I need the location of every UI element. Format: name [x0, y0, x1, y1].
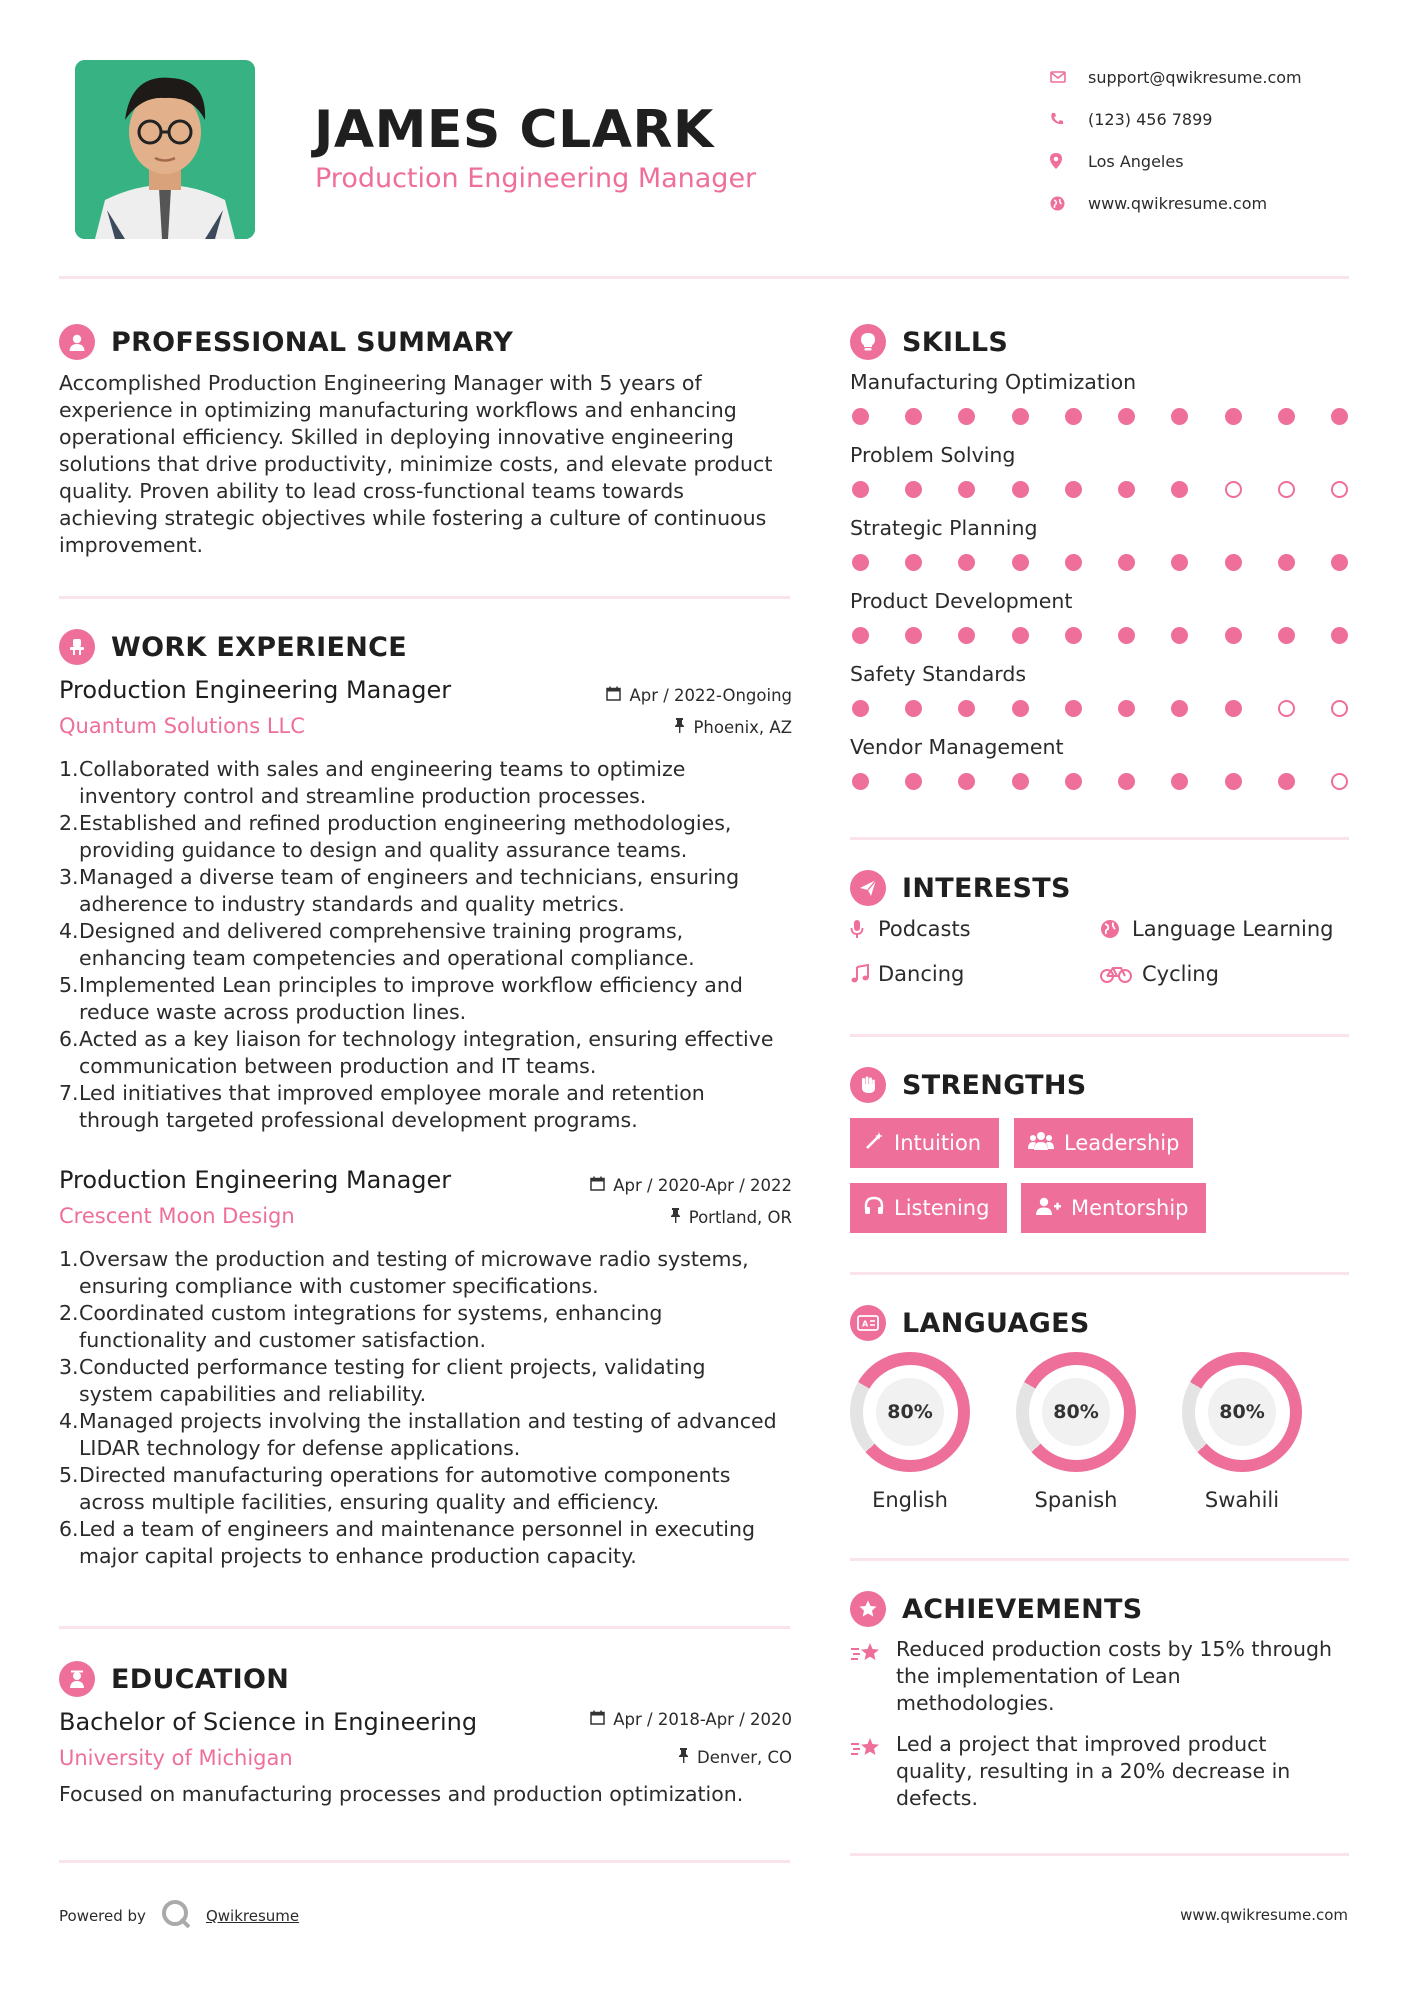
list-item: 4. Designed and delivered comprehensive training programs, enhancing team competencies and operational compliance.	[59, 919, 695, 970]
job-location	[670, 1208, 792, 1227]
rating-dot-filled	[852, 554, 869, 571]
headphones-icon	[864, 1196, 884, 1221]
summary-divider	[59, 596, 790, 599]
achievements-heading	[850, 1591, 1143, 1627]
education-location	[678, 1748, 792, 1767]
rating-dot-filled	[852, 627, 869, 644]
contact-email[interactable]	[1050, 56, 1302, 98]
job-company: Crescent Moon Design	[59, 1204, 295, 1228]
rating-dot-filled	[1012, 408, 1029, 425]
contact-phone-text: (123) 456 7899	[1088, 109, 1213, 129]
job-dates-text: Apr / 2020-Apr / 2022	[613, 1176, 792, 1195]
strengths-heading-text: STRENGTHS	[902, 1069, 1087, 1101]
candidate-title: Production Engineering Manager	[315, 163, 757, 194]
strength-chip-mentorship	[1021, 1183, 1206, 1233]
education-degree: Bachelor of Science in Engineering	[59, 1708, 478, 1736]
strength-label: Intuition	[894, 1131, 982, 1155]
rating-dot-filled	[1225, 627, 1242, 644]
interests-heading-text: INTERESTS	[902, 872, 1071, 904]
candidate-name: JAMES CLARK	[314, 100, 714, 160]
rating-dot-filled	[1278, 627, 1295, 644]
language-card-icon	[850, 1305, 886, 1341]
rating-dot-empty	[1331, 773, 1348, 790]
strengths-divider	[850, 1272, 1349, 1275]
contact-website[interactable]	[1050, 182, 1302, 224]
language-item	[1014, 1352, 1138, 1512]
list-item: 5. Implemented Lean principles to improve workflow efficiency and reduce waste across production lines.	[59, 973, 743, 1024]
skill-rating	[852, 554, 1348, 571]
rating-dot-filled	[1225, 408, 1242, 425]
interest-item	[850, 962, 964, 986]
rating-dot-filled	[905, 554, 922, 571]
shooting-star-icon	[850, 1636, 896, 1717]
interest-label: Dancing	[878, 962, 965, 986]
language-name: Swahili	[1204, 1488, 1280, 1512]
list-item: 6. Acted as a key liaison for technology integration, ensuring effective communication between production and IT teams.	[59, 1027, 774, 1078]
rating-dot-filled	[1225, 554, 1242, 571]
interest-label: Podcasts	[878, 917, 971, 941]
skill-rating	[852, 408, 1348, 425]
shooting-star-icon	[850, 1731, 896, 1812]
rating-dot-filled	[852, 408, 869, 425]
rating-dot-filled	[1012, 481, 1029, 498]
calendar-icon	[590, 1176, 605, 1195]
rating-dot-filled	[1012, 773, 1029, 790]
job-location-text: Portland, OR	[688, 1208, 792, 1227]
job-location	[674, 718, 792, 737]
skills-heading	[850, 324, 1008, 360]
user-plus-icon	[1035, 1196, 1061, 1221]
rating-dot-filled	[1065, 408, 1082, 425]
rating-dot-empty	[1278, 700, 1295, 717]
language-item	[1180, 1352, 1304, 1512]
user-icon	[59, 324, 95, 360]
rating-dot-filled	[1012, 700, 1029, 717]
rating-dot-filled	[852, 773, 869, 790]
skill-rating	[852, 773, 1348, 790]
rating-dot-filled	[1065, 700, 1082, 717]
envelope-icon	[1050, 71, 1088, 83]
summary-heading-text: PROFESSIONAL SUMMARY	[111, 326, 514, 358]
achievements-heading-text: ACHIEVEMENTS	[902, 1593, 1143, 1625]
strength-chip-intuition	[850, 1118, 999, 1168]
rating-dot-filled	[1278, 773, 1295, 790]
list-item: 2. Coordinated custom integrations for systems, enhancing functionality and customer satisfaction.	[59, 1301, 663, 1352]
interests-divider	[850, 1034, 1349, 1037]
calendar-icon	[590, 1710, 605, 1729]
pushpin-icon	[670, 1208, 681, 1227]
rating-dot-empty	[1225, 481, 1242, 498]
education-dates-text: Apr / 2018-Apr / 2020	[613, 1710, 792, 1729]
summary-line: quality. Proven ability to lead cross-functional teams towards	[59, 479, 684, 503]
rating-dot-filled	[958, 408, 975, 425]
interest-label: Cycling	[1142, 962, 1219, 986]
rating-dot-filled	[1278, 408, 1295, 425]
graduate-icon	[59, 1661, 95, 1697]
profile-photo	[75, 60, 255, 239]
job-dates-text: Apr / 2022-Ongoing	[629, 686, 792, 705]
language-progress-ring	[1016, 1352, 1136, 1472]
rating-dot-filled	[1171, 554, 1188, 571]
list-item: 4. Managed projects involving the installation and testing of advanced LIDAR technology for defense applications.	[59, 1409, 777, 1460]
summary-line: solutions that drive productivity, minimize costs, and elevate product	[59, 452, 773, 476]
achievement-item	[850, 1636, 1350, 1717]
skill-name: Safety Standards	[850, 662, 1027, 686]
globe-icon	[1100, 919, 1128, 939]
music-note-icon	[850, 964, 878, 984]
rating-dot-filled	[905, 408, 922, 425]
interest-item	[1100, 917, 1333, 941]
globe-icon	[1050, 196, 1088, 211]
rating-dot-filled	[1065, 554, 1082, 571]
rating-dot-filled	[1118, 700, 1135, 717]
rating-dot-filled	[958, 700, 975, 717]
language-percent: 80%	[1208, 1378, 1276, 1446]
job-bullets	[59, 1246, 804, 1570]
summary-heading	[59, 324, 513, 360]
language-percent: 80%	[876, 1378, 944, 1446]
contact-block	[1050, 56, 1302, 224]
skill-name: Vendor Management	[850, 735, 1064, 759]
language-progress-ring	[1182, 1352, 1302, 1472]
summary-line: operational efficiency. Skilled in deploying innovative engineering	[59, 425, 734, 449]
experience-heading-text: WORK EXPERIENCE	[111, 631, 407, 663]
languages-heading-text: LANGUAGES	[902, 1307, 1090, 1339]
skill-name: Problem Solving	[850, 443, 1016, 467]
strength-label: Mentorship	[1071, 1196, 1189, 1220]
rating-dot-filled	[1331, 408, 1348, 425]
header-divider	[59, 276, 1349, 279]
contact-location-text: Los Angeles	[1088, 151, 1184, 171]
job-dates	[590, 1176, 792, 1195]
map-pin-icon	[1050, 153, 1088, 169]
achievements-divider	[850, 1853, 1349, 1856]
list-item: 7. Led initiatives that improved employee morale and retention through targeted professional development programs.	[59, 1081, 705, 1132]
lightbulb-icon	[850, 324, 886, 360]
education-heading-text: EDUCATION	[111, 1663, 290, 1695]
achievement-text: Led a project that improved product quality, resulting in a 20% decrease in defects.	[896, 1732, 1291, 1810]
rating-dot-filled	[1012, 627, 1029, 644]
footer-website-link[interactable]: www.qwikresume.com	[1180, 1906, 1348, 1924]
job-title: Production Engineering Manager	[59, 676, 452, 704]
list-item: 6. Led a team of engineers and maintenance personnel in executing major capital projects to enhance production capacity.	[59, 1517, 755, 1568]
summary-line: experience in optimizing manufacturing workflows and enhancing	[59, 398, 737, 422]
strength-chip-leadership	[1014, 1118, 1193, 1168]
interest-item	[850, 917, 971, 941]
rating-dot-filled	[1065, 481, 1082, 498]
rating-dot-filled	[958, 773, 975, 790]
contact-website-text: www.qwikresume.com	[1088, 193, 1268, 213]
phone-icon	[1050, 112, 1088, 126]
summary-line: achieving strategic objectives while fostering a culture of continuous	[59, 506, 767, 530]
rating-dot-filled	[1118, 408, 1135, 425]
language-name: English	[872, 1488, 948, 1512]
star-badge-icon	[850, 1591, 886, 1627]
job-company: Quantum Solutions LLC	[59, 714, 305, 738]
rating-dot-empty	[1278, 481, 1295, 498]
contact-location	[1050, 140, 1302, 182]
rating-dot-filled	[1278, 554, 1295, 571]
rating-dot-filled	[1171, 773, 1188, 790]
rating-dot-filled	[1118, 627, 1135, 644]
interests-heading	[850, 870, 1071, 906]
interest-label: Language Learning	[1132, 917, 1334, 941]
achievement-text: Reduced production costs by 15% through the implementation of Lean methodologies.	[896, 1637, 1332, 1715]
job-dates	[606, 686, 792, 705]
bicycle-icon	[1100, 965, 1142, 983]
powered-by-text: Powered by	[59, 1907, 146, 1925]
summary-line: improvement.	[59, 533, 204, 557]
experience-divider	[59, 1626, 790, 1629]
rating-dot-filled	[1331, 627, 1348, 644]
rating-dot-filled	[958, 627, 975, 644]
education-location-text: Denver, CO	[696, 1748, 792, 1767]
summary-text	[59, 370, 799, 559]
list-item: 3. Managed a diverse team of engineers and technicians, ensuring adherence to industry standards and quality metrics.	[59, 865, 740, 916]
svg-text:A: A	[862, 1319, 869, 1329]
rating-dot-filled	[852, 700, 869, 717]
summary-line: Accomplished Production Engineering Manager with 5 years of	[59, 371, 702, 395]
list-item: 5. Directed manufacturing operations for automotive components across multiple facilities, ensuring quality and efficiency.	[59, 1463, 731, 1514]
contact-email-text: support@qwikresume.com	[1088, 67, 1302, 87]
achievement-item	[850, 1731, 1350, 1812]
rating-dot-empty	[1331, 481, 1348, 498]
pushpin-icon	[674, 718, 685, 737]
list-item: 1. Oversaw the production and testing of microwave radio systems, ensuring compliance with customer specifications.	[59, 1247, 749, 1298]
education-heading	[59, 1661, 289, 1697]
interest-item	[1100, 962, 1219, 986]
qwikresume-logo-icon	[160, 1898, 192, 1934]
rating-dot-filled	[1065, 627, 1082, 644]
skills-divider	[850, 837, 1349, 840]
education-school: University of Michigan	[59, 1746, 293, 1770]
job-title: Production Engineering Manager	[59, 1166, 452, 1194]
strength-label: Listening	[894, 1196, 990, 1220]
profile-photo-illustration	[75, 60, 255, 239]
strength-label: Leadership	[1064, 1131, 1180, 1155]
calendar-icon	[606, 686, 621, 705]
rating-dot-filled	[958, 554, 975, 571]
rating-dot-filled	[1118, 481, 1135, 498]
language-progress-ring	[850, 1352, 970, 1472]
rating-dot-filled	[905, 627, 922, 644]
strengths-heading	[850, 1067, 1087, 1103]
education-description: Focused on manufacturing processes and production optimization.	[59, 1782, 744, 1806]
qwikresume-link[interactable]: Qwikresume	[205, 1907, 300, 1925]
languages-heading	[850, 1305, 1090, 1341]
education-dates	[590, 1710, 792, 1729]
skill-name: Product Development	[850, 589, 1073, 613]
rating-dot-filled	[1171, 627, 1188, 644]
job-bullets	[59, 756, 804, 1134]
contact-phone[interactable]	[1050, 98, 1302, 140]
skills-heading-text: SKILLS	[902, 326, 1009, 358]
list-item: 1. Collaborated with sales and engineering teams to optimize inventory control and streamline production processes.	[59, 757, 686, 808]
skill-rating	[852, 481, 1348, 498]
language-percent: 80%	[1042, 1378, 1110, 1446]
language-name: Spanish	[1034, 1488, 1118, 1512]
rating-dot-filled	[958, 481, 975, 498]
skill-name: Manufacturing Optimization	[850, 370, 1137, 394]
rating-dot-filled	[1065, 773, 1082, 790]
language-item	[848, 1352, 972, 1512]
rating-dot-filled	[1171, 700, 1188, 717]
rating-dot-filled	[1331, 554, 1348, 571]
rating-dot-filled	[905, 700, 922, 717]
rating-dot-filled	[1118, 554, 1135, 571]
raised-fist-icon	[850, 1067, 886, 1103]
rating-dot-filled	[1012, 554, 1029, 571]
microphone-icon	[850, 919, 878, 939]
paper-plane-icon	[850, 870, 886, 906]
rating-dot-empty	[1331, 700, 1348, 717]
rating-dot-filled	[1171, 481, 1188, 498]
pushpin-icon	[678, 1748, 689, 1767]
list-item: 2. Established and refined production engineering methodologies, providing guidance to design and quality assurance teams.	[59, 811, 732, 862]
rating-dot-filled	[1225, 773, 1242, 790]
magic-wand-icon	[864, 1131, 884, 1156]
skill-rating	[852, 627, 1348, 644]
rating-dot-filled	[905, 481, 922, 498]
skill-rating	[852, 700, 1348, 717]
rating-dot-filled	[1171, 408, 1188, 425]
list-item: 3. Conducted performance testing for client projects, validating system capabilities and reliability.	[59, 1355, 706, 1406]
job-location-text: Phoenix, AZ	[693, 718, 792, 737]
languages-divider	[850, 1558, 1349, 1561]
chair-icon	[59, 629, 95, 665]
users-icon	[1028, 1131, 1054, 1156]
experience-heading	[59, 629, 407, 665]
strength-chip-listening	[850, 1183, 1007, 1233]
education-divider	[59, 1860, 790, 1863]
rating-dot-filled	[905, 773, 922, 790]
footer-branding	[59, 1898, 299, 1934]
rating-dot-filled	[852, 481, 869, 498]
skill-name: Strategic Planning	[850, 516, 1038, 540]
rating-dot-filled	[1118, 773, 1135, 790]
rating-dot-filled	[1225, 700, 1242, 717]
